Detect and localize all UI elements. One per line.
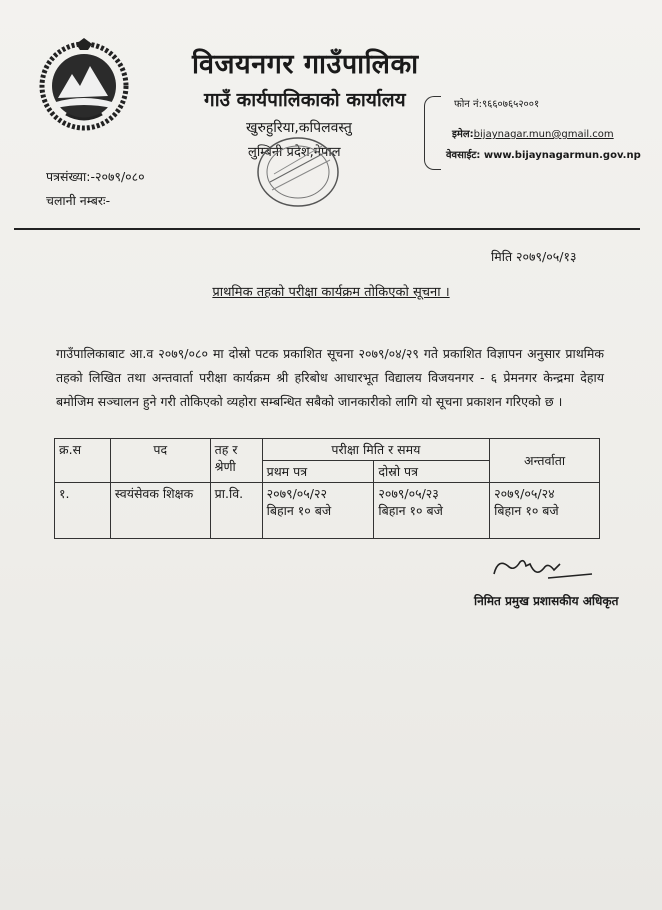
dispatch-number: चलानी नम्बरः- [46,193,111,208]
office-subtitle: गाउँ कार्यपालिकाको कार्यालय [204,89,406,111]
header-level: तह र श्रेणी [210,439,262,483]
paper2-date: २०७९/०५/२३ [378,486,439,501]
office-stamp-icon [246,132,346,212]
notice-body: गाउँपालिकाबाट आ.व २०७९/०८० मा दोस्रो पटक प्रकाशित सूचना २०७९/०४/२९ गते प्रकाशित विज्ञापन अनुसार प्राथमिक तहको लिखित तथा अन्तवार्ता परीक्षा कार्यक्रम श्री हरिबोध आधारभूत विद्यालय विजयनगर - ६ प्रेमनगर केन्द्रमा देहाय बमोजिम सञ्चालन हुने गरी तोकिएको व्यहोरा सम्बन्धित सबैको जानकारीको लागि यो सूचना प्रकाशन गरिएको छ । [56,346,604,409]
phone-line [454,96,539,110]
cell-sn: १. [55,483,111,539]
interview-date: २०७९/०५/२४ [494,486,555,501]
email-link[interactable]: bijaynagar.mun@gmail.com [473,129,614,140]
nepal-emblem-icon [36,36,132,132]
website-line [446,147,641,161]
reference-number: पत्रसंख्या:-२०७९/०८० [46,169,145,184]
header-paper2: दोस्रो पत्र [374,461,490,483]
header-paper1: प्रथम पत्र [262,461,374,483]
cell-paper1 [262,483,374,539]
paper1-time: बिहान १० बजे [266,503,332,518]
cell-interview [490,483,600,539]
notice-subject [0,282,662,300]
header-interview: अन्तर्वाता [490,439,600,483]
notice-date: मिति २०७९/०५/१३ [491,249,577,264]
phone-number: ९६६०७६५२००१ [481,99,540,110]
email-line [452,126,614,140]
interview-time: बिहान १० बजे [494,503,559,518]
contact-bracket [424,96,441,170]
table-header-row [55,439,600,461]
header-sn: क्र.स [55,439,111,483]
header-divider [14,228,640,230]
municipality-title: विजयनगर गाउँपालिका [192,49,419,80]
email-label: इमेल: [452,129,474,140]
header-exam: परीक्षा मिति र समय [262,439,490,461]
exam-schedule-table [54,438,600,539]
paper2-time: बिहान १० बजे [378,503,443,518]
website-link[interactable]: www.bijaynagarmun.gov.np [483,150,641,161]
phone-label: फोन नं: [454,99,482,110]
officer-title: निमित प्रमुख प्रशासकीय अधिकृत [474,594,619,608]
notice-subject-text: प्राथमिक तहको परीक्षा कार्यक्रम तोकिएको सूचना । [212,285,450,300]
signature-icon [488,548,598,588]
cell-post: स्वयंसेवक शिक्षक [110,483,210,539]
header-post: पद [110,439,210,483]
website-label: वेवसाईट: [446,150,481,161]
cell-paper2 [374,483,490,539]
address-line-2: लुम्बिनी प्रदेश,नेपाल [248,145,341,160]
paper1-date: २०७९/०५/२२ [266,486,328,501]
table-row [55,483,600,539]
address-line-1: खुरुहुरिया,कपिलवस्तु [246,120,352,136]
cell-level: प्रा.वि. [210,483,262,539]
